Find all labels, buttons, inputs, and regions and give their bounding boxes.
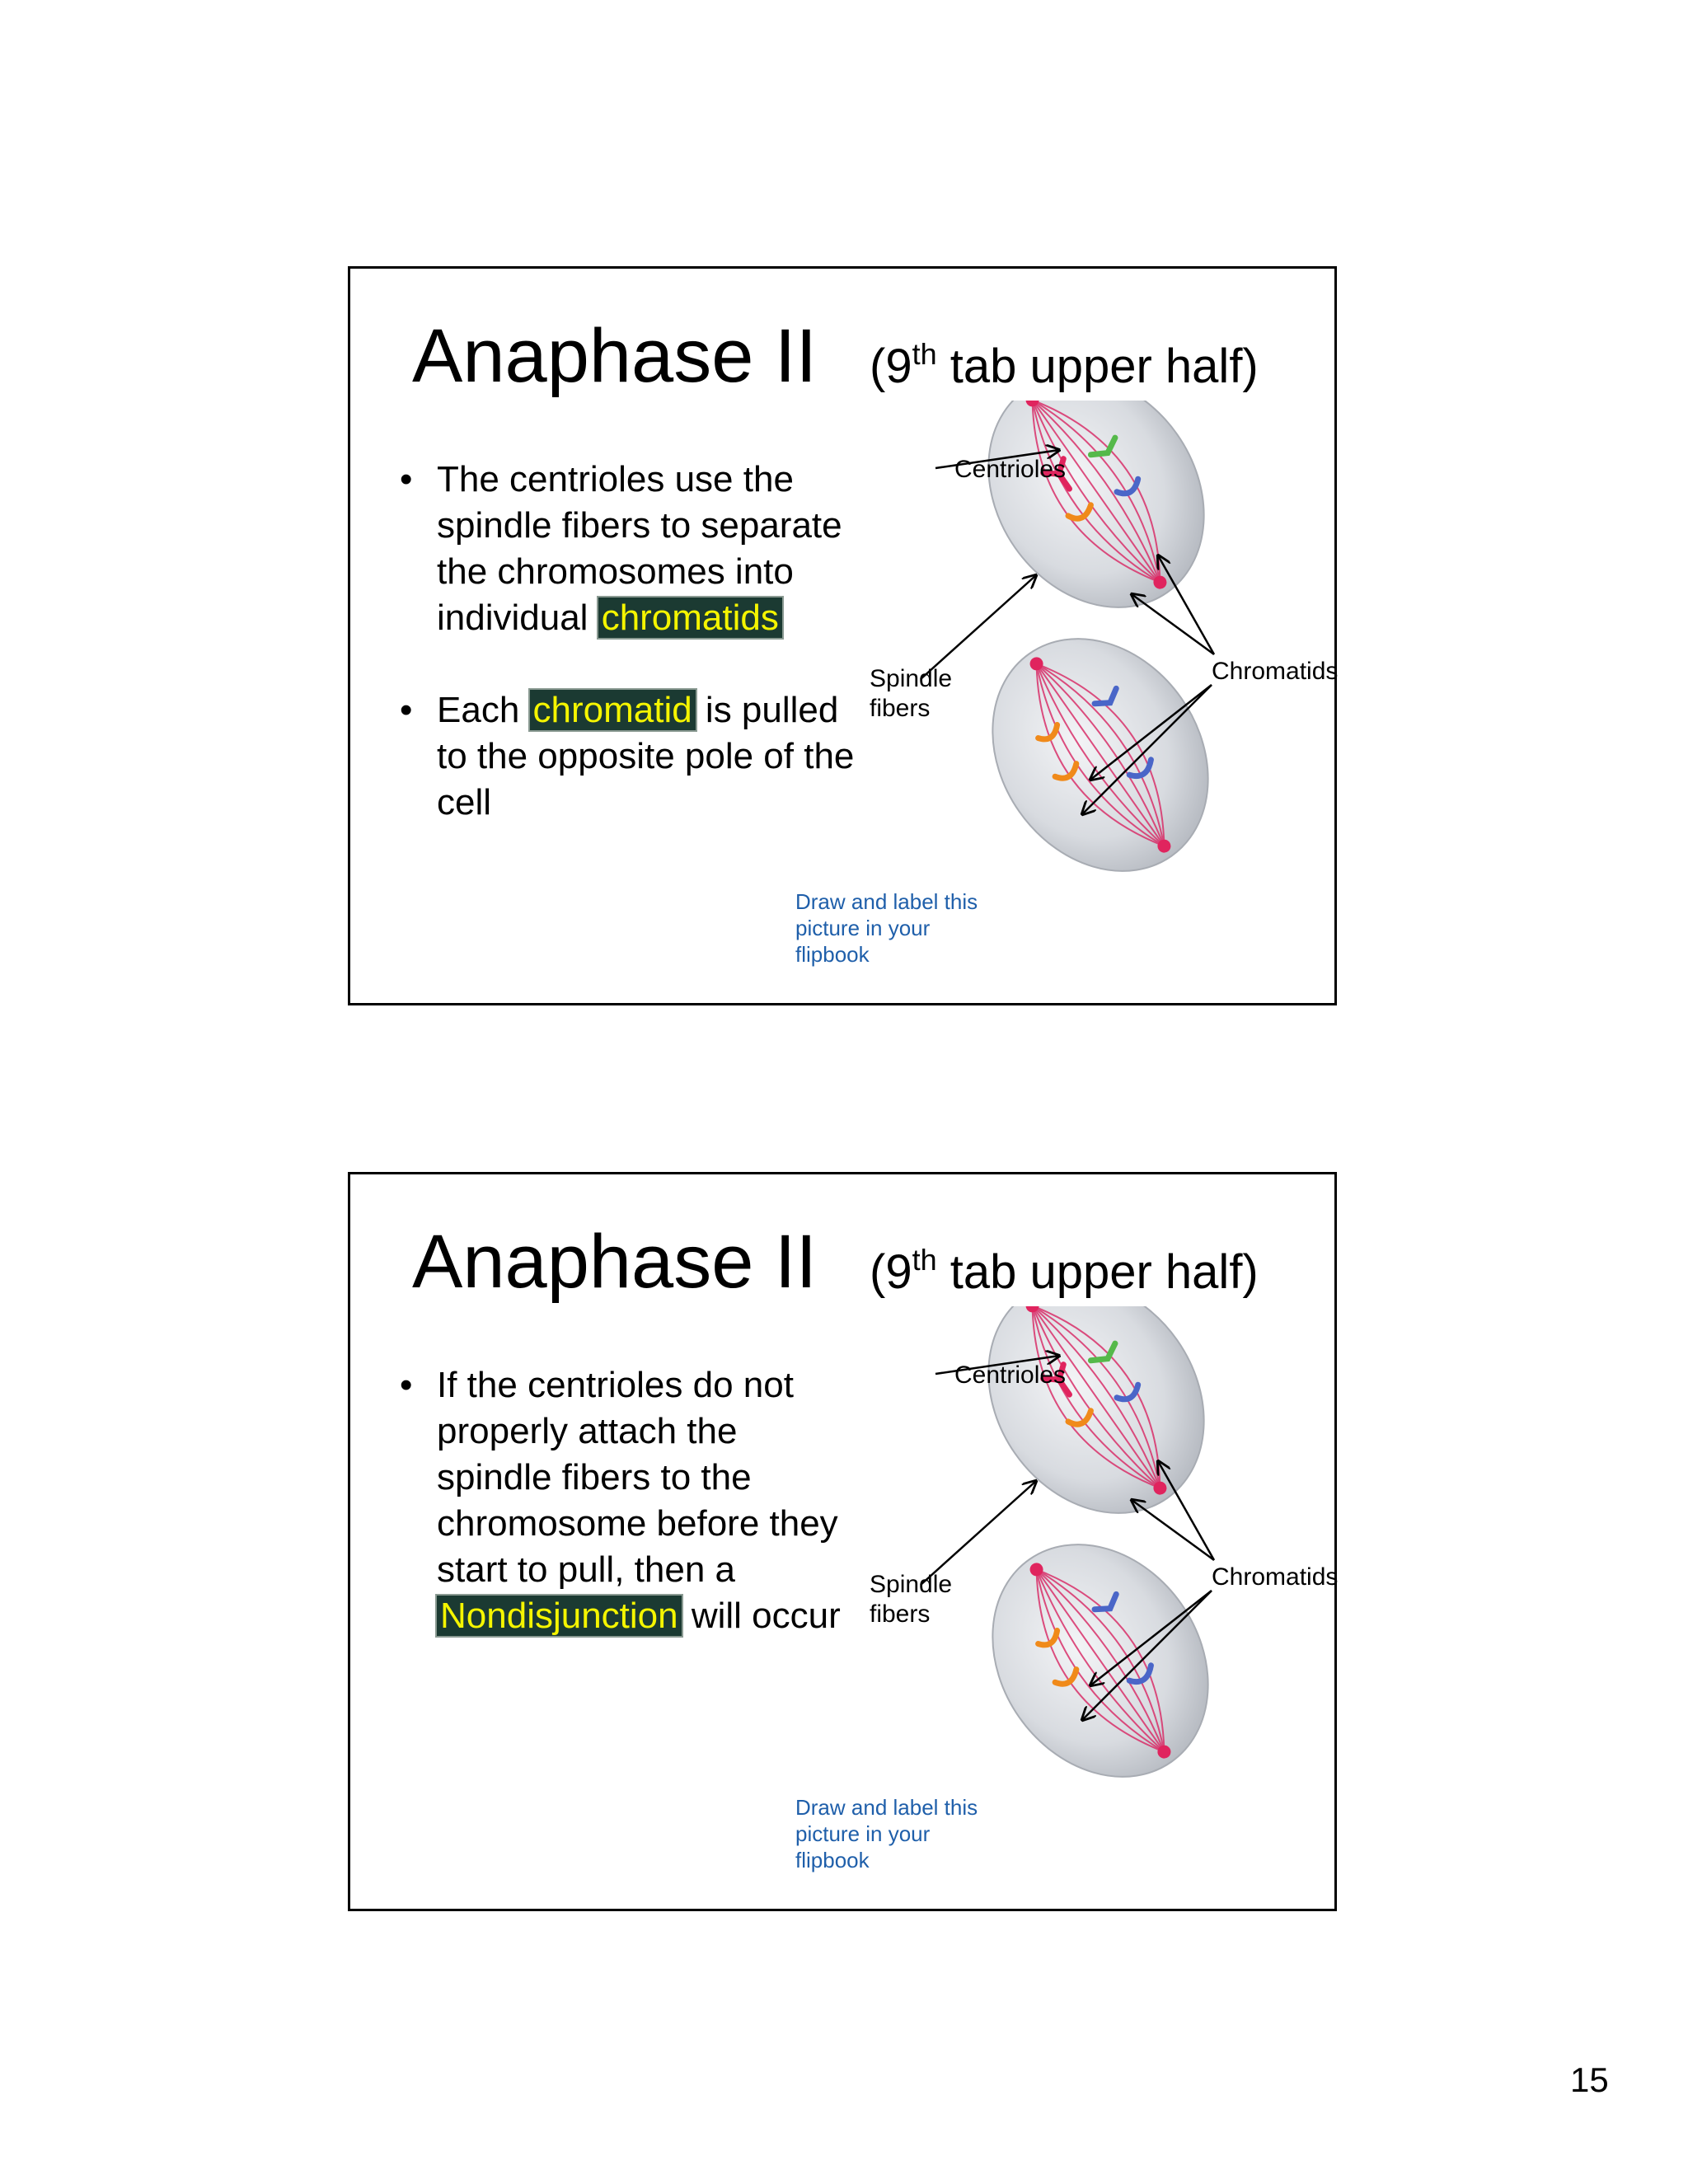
label-centrioles: Centrioles <box>954 1361 1067 1389</box>
highlighted-term: chromatids <box>598 598 782 638</box>
bullet-dot: • <box>400 690 413 730</box>
bullet-list <box>400 1362 861 1639</box>
label-chromatids: Chromatids <box>1212 1563 1339 1591</box>
instruction-note: Draw and label this picture in your flipbook <box>795 889 978 967</box>
slide-1 <box>348 266 1337 1005</box>
slide-subtitle: (9th tab upper half) <box>870 1243 1259 1299</box>
lower-cell <box>949 597 1253 912</box>
slide-2 <box>348 1172 1337 1911</box>
slide-subtitle: (9th tab upper half) <box>870 337 1259 393</box>
slide-title: Anaphase II <box>412 314 818 398</box>
bullet-item: • Each chromatid is pulled to the opposite pole of the cell <box>400 687 861 826</box>
highlighted-term: Nondisjunction <box>437 1596 682 1636</box>
upper-cell <box>945 401 1249 649</box>
bullet-item: • If the centrioles do not properly attach the spindle fibers to the chromosome before they start to pull, then a Nondisjunction will occur <box>400 1362 861 1639</box>
label-chromatids: Chromatids <box>1212 658 1339 685</box>
bullet-dot: • <box>400 1365 413 1405</box>
lower-cell <box>949 1502 1253 1818</box>
bullet-item: • The centrioles use the spindle fibers to separate the chromosomes into individual chromatids <box>400 457 861 641</box>
upper-cell <box>945 1306 1249 1555</box>
instruction-note: Draw and label this picture in your flipbook <box>795 1795 978 1872</box>
bullet-dot: • <box>400 459 413 499</box>
highlighted-term: chromatid <box>530 690 696 730</box>
bullet-list <box>400 457 861 826</box>
label-spindle-fibers: Spindle fibers <box>870 665 953 722</box>
label-spindle-fibers: Spindle fibers <box>870 1571 953 1628</box>
slide-title: Anaphase II <box>412 1220 818 1304</box>
page-number: 15 <box>1570 2060 1609 2099</box>
label-centrioles: Centrioles <box>954 456 1067 483</box>
